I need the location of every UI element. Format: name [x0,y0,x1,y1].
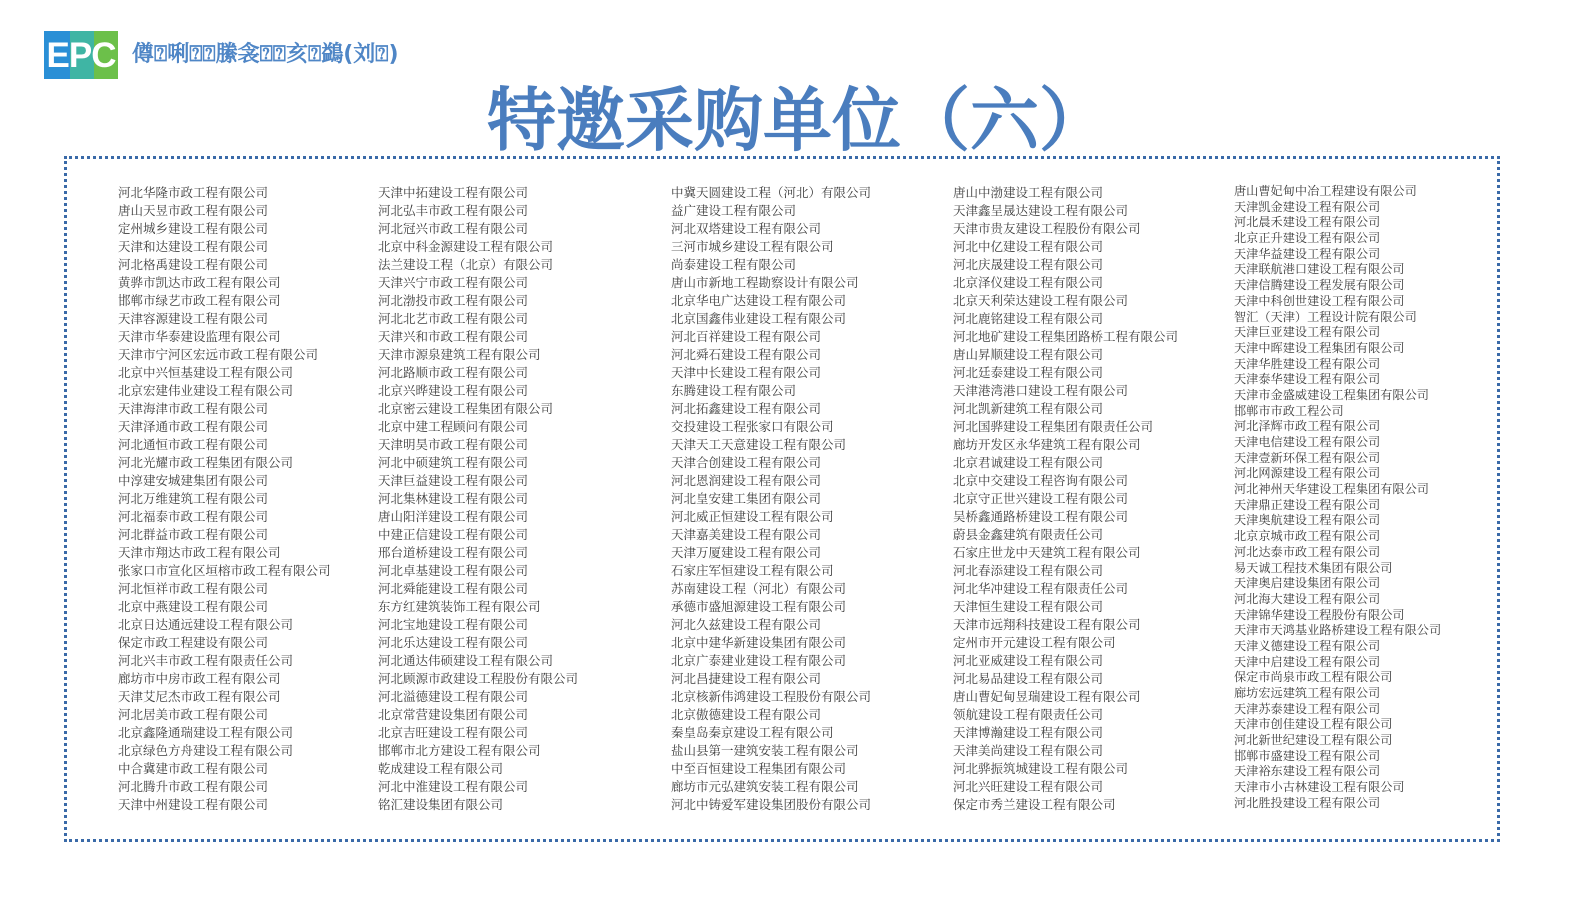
list-item: 定州市开元建设工程有限公司 [953,635,1116,650]
list-item: 北京中建工程顾问有限公司 [378,419,529,434]
list-item: 北京守正世兴建设工程有限公司 [953,491,1129,506]
list-item: 河北集林建设工程有限公司 [378,491,529,506]
list-item: 河北中硕建筑工程有限公司 [378,455,529,470]
list-item: 天津市翔达市政工程有限公司 [118,545,281,560]
list-item: 易天诚工程技术集团有限公司 [1234,560,1393,575]
list-item: 保定市尚泉市政工程有限公司 [1234,670,1393,685]
list-item: 中冀天圆建设工程（河北）有限公司 [671,185,872,200]
list-item: 铭汇建设集团有限公司 [378,797,504,812]
company-column-4 [953,184,1178,814]
list-item: 蔚县金鑫建筑有限责任公司 [953,527,1104,542]
list-item: 天津中长建设工程有限公司 [671,365,822,380]
list-item: 河北冠兴市政工程有限公司 [378,221,529,236]
list-item: 北京日达通远建设工程有限公司 [118,617,294,632]
list-item: 天津电信建设工程有限公司 [1234,435,1381,449]
list-item: 天津嘉美建设工程有限公司 [671,527,822,542]
list-item: 天津凯金建设工程有限公司 [1234,199,1381,214]
list-item: 邯郸市盛建设工程有限公司 [1234,748,1381,763]
list-item: 天津兴和市政工程有限公司 [378,329,529,344]
list-item: 河北国骅建设工程集团有限责任公司 [953,419,1154,434]
list-item: 唐山中渤建设工程有限公司 [953,185,1104,200]
list-item: 智汇（天津）工程设计院有限公司 [1234,309,1417,324]
list-item: 北京宏建伟业建设工程有限公司 [118,383,294,398]
list-item: 河北弘丰市政工程有限公司 [378,203,529,218]
list-item: 天津奥航建设工程有限公司 [1234,513,1381,528]
list-item: 河北居美市政工程有限公司 [118,707,269,722]
list-item: 河北鹿铭建设工程有限公司 [953,311,1104,326]
list-item: 廊坊开发区永华建筑工程有限公司 [953,437,1141,452]
company-column-2 [378,184,578,814]
list-item: 天津美尚建设工程有限公司 [953,743,1104,758]
list-item: 天津天工天意建设工程有限公司 [671,437,847,452]
logo-text: EPC [46,35,116,75]
list-item: 天津市小古林建设工程有限公司 [1234,780,1405,795]
list-item: 河北凯新建筑工程有限公司 [953,401,1104,416]
list-item: 河北廷泰建设工程有限公司 [953,365,1104,380]
list-item: 唐山市新地工程勘察设计有限公司 [671,275,859,290]
list-item: 北京鑫隆通瑞建设工程有限公司 [118,725,294,740]
list-item: 邢台道桥建设工程有限公司 [378,545,529,560]
list-item: 河北百祥建设工程有限公司 [671,329,822,344]
list-item: 北京正升建设工程有限公司 [1234,231,1381,246]
list-item: 河北威正恒建设工程有限公司 [671,509,834,524]
list-item: 天津兴宁市政工程有限公司 [378,275,529,290]
list-item: 河北中铸爱军建设集团股份有限公司 [671,797,872,812]
list-item: 北京泽仪建设工程有限公司 [953,275,1104,290]
list-item: 唐山曹妃甸昱瑞建设工程有限公司 [953,689,1141,704]
list-item: 唐山阳洋建设工程有限公司 [378,509,529,524]
list-item: 邯郸市绿艺市政工程有限公司 [118,293,281,308]
list-item: 天津泽通市政工程有限公司 [118,419,269,434]
list-item: 河北万维建筑工程有限公司 [118,491,269,506]
list-item: 北京广泰建业建设工程有限公司 [671,653,847,668]
list-item: 河北中亿建设工程有限公司 [953,239,1104,254]
list-item: 北京中燕建设工程有限公司 [118,599,269,614]
list-item: 河北春添建设工程有限公司 [953,563,1104,578]
list-item: 北京中兴恒基建设工程有限公司 [118,365,294,380]
list-item: 张家口市宣化区垣榕市政工程有限公司 [118,563,331,578]
company-column-3 [671,184,871,814]
list-item: 天津博瀚建设工程有限公司 [953,725,1104,740]
company-column-5 [1234,184,1441,812]
list-item: 河北福泰市政工程有限公司 [118,509,269,524]
list-item: 北京常营建设集团有限公司 [378,707,529,722]
list-item: 天津鑫呈晟达建设工程有限公司 [953,203,1129,218]
list-item: 保定市政工程建设有限公司 [118,635,269,650]
list-item: 河北顾源市政建设工程股份有限公司 [378,671,579,686]
list-item: 北京密云建设工程集团有限公司 [378,401,554,416]
list-item: 天津联航港口建设工程有限公司 [1234,262,1405,277]
list-item: 天津壹新环保工程有限公司 [1234,450,1381,465]
list-item: 河北溢德建设工程有限公司 [378,689,529,704]
list-item: 廊坊宏远建筑工程有限公司 [1234,686,1381,700]
list-item: 承德市盛旭源建设工程有限公司 [671,599,847,614]
list-item: 河北通达伟硕建设工程有限公司 [378,653,554,668]
list-item: 河北华隆市政工程有限公司 [118,185,269,200]
list-item: 天津中拓建设工程有限公司 [378,185,529,200]
list-item: 北京华电广达建设工程有限公司 [671,293,847,308]
list-item: 河北易品建设工程有限公司 [953,671,1104,686]
list-item: 天津泰华建设工程有限公司 [1234,372,1381,387]
list-item: 河北达泰市政工程有限公司 [1234,544,1381,559]
list-item: 天津锦华建设工程股份有限公司 [1234,607,1405,622]
list-item: 天津中州建设工程有限公司 [118,797,269,812]
list-item: 乾成建设工程有限公司 [378,761,504,776]
company-column-1 [118,184,331,814]
list-item: 河北网源建设工程有限公司 [1234,466,1381,481]
list-item: 盐山县第一建筑安装工程有限公司 [671,743,859,758]
list-item: 河北卓基建设工程有限公司 [378,563,529,578]
list-item: 保定市秀兰建设工程有限公司 [953,797,1116,812]
list-item: 天津中科创世建设工程有限公司 [1234,293,1405,308]
list-item: 河北晨禾建设工程有限公司 [1234,215,1381,230]
list-item: 河北光耀市政工程集团有限公司 [118,455,294,470]
list-item: 天津和达建设工程有限公司 [118,239,269,254]
list-item: 天津市华泰建设监理有限公司 [118,329,281,344]
list-item: 中合冀建市政工程有限公司 [118,761,269,776]
list-item: 天津奥启建设集团有限公司 [1234,576,1381,591]
list-item: 益广建设工程有限公司 [671,203,797,218]
list-item: 北京京城市政工程有限公司 [1234,529,1381,544]
list-item: 河北乐达建设工程有限公司 [378,635,529,650]
list-item: 黄骅市凯达市政工程有限公司 [118,275,281,290]
list-item: 河北恩润建设工程有限公司 [671,473,822,488]
list-item: 河北舜能建设工程有限公司 [378,581,529,596]
list-item: 北京吉旺建设工程有限公司 [378,725,529,740]
list-item: 中建正信建设工程有限公司 [378,527,529,542]
list-item: 北京核新伟鸿建设工程股份有限公司 [671,689,872,704]
list-item: 河北神州天华建设工程集团有限公司 [1234,482,1429,497]
list-item: 河北拓鑫建设工程有限公司 [671,401,822,416]
page-title: 特邀采购单位（六） [487,81,1108,161]
list-item: 天津海津市政工程有限公司 [118,401,269,416]
list-item: 河北格禹建设工程有限公司 [118,257,269,272]
list-item: 河北北艺市政工程有限公司 [378,311,529,326]
list-item: 天津华益建设工程有限公司 [1234,246,1381,261]
list-item: 天津义德建设工程有限公司 [1234,638,1381,653]
list-item: 北京中交建设工程咨询有限公司 [953,473,1129,488]
list-item: 石家庄军恒建设工程有限公司 [671,563,834,578]
list-item: 北京君诚建设工程有限公司 [953,455,1104,470]
list-item: 北京天利荣达建设工程有限公司 [953,293,1129,308]
list-item: 定州城乡建设工程有限公司 [118,221,269,236]
list-item: 天津港湾港口建设工程有限公司 [953,383,1129,398]
list-item: 天津市贵友建设工程股份有限公司 [953,221,1141,236]
list-item: 河北群益市政工程有限公司 [118,527,269,542]
list-item: 北京中建华新建设集团有限公司 [671,635,847,650]
list-item: 河北海大建设工程有限公司 [1234,591,1381,606]
list-item: 北京国鑫伟业建设工程有限公司 [671,311,847,326]
list-item: 天津市远翔科技建设工程有限公司 [953,617,1141,632]
list-item: 河北地矿建设工程集团路桥工程有限公司 [953,329,1179,344]
list-item: 天津万厦建设工程有限公司 [671,545,822,560]
list-item: 北京绿色方舟建设工程有限公司 [118,743,294,758]
list-item: 河北庆晟建设工程有限公司 [953,257,1104,272]
list-item: 天津市天鸿基业路桥建设工程有限公司 [1234,623,1442,638]
list-item: 天津明昊市政工程有限公司 [378,437,529,452]
list-item: 廊坊市中房市政工程有限公司 [118,671,281,686]
list-item: 河北恒祥市政工程有限公司 [118,581,269,596]
list-item: 北京中科金源建设工程有限公司 [378,239,554,254]
list-item: 河北华冲建设工程有限责任公司 [953,581,1129,596]
list-item: 吴桥鑫通路桥建设工程有限公司 [953,509,1129,524]
list-item: 河北泽辉市政工程有限公司 [1234,419,1381,434]
list-item: 河北路顺市政工程有限公司 [378,365,529,380]
epc-logo [44,31,118,79]
list-item: 天津裕东建设工程有限公司 [1234,764,1381,779]
list-item: 河北兴旺建设工程有限公司 [953,779,1104,794]
list-item: 尚泰建设工程有限公司 [671,257,797,272]
list-item: 河北兴丰市政工程有限责任公司 [118,653,294,668]
list-item: 石家庄世龙中天建筑工程有限公司 [953,545,1141,560]
list-item: 天津市创佳建设工程有限公司 [1234,717,1393,732]
list-item: 三河市城乡建设工程有限公司 [671,239,834,254]
list-item: 北京傲德建设工程有限公司 [671,707,822,722]
list-item: 天津容源建设工程有限公司 [118,311,269,326]
list-item: 天津华胜建设工程有限公司 [1234,356,1381,371]
header-subtitle: 僔⍰唎⍰⍰縢衾⍰⍰亥⍰鷁(刘⍰) [132,42,399,67]
list-item: 河北宝地建设工程有限公司 [378,617,529,632]
list-item: 河北渤投市政工程有限公司 [378,293,529,308]
list-item: 天津中晖建设工程集团有限公司 [1234,340,1405,355]
list-item: 天津艾尼杰市政工程有限公司 [118,689,281,704]
list-item: 天津中启建设工程有限公司 [1234,654,1381,669]
list-item: 秦皇岛秦京建设工程有限公司 [671,725,834,740]
list-item: 交投建设工程张家口有限公司 [671,419,834,434]
list-item: 河北亚威建设工程有限公司 [953,653,1104,668]
list-item: 天津恒生建设工程有限公司 [953,599,1104,614]
list-item: 天津合创建设工程有限公司 [671,455,822,470]
list-item: 河北腾升市政工程有限公司 [118,779,269,794]
list-item: 河北骅振筑城建设工程有限公司 [953,761,1129,776]
list-item: 唐山曹妃甸中冶工程建设有限公司 [1234,184,1417,198]
list-item: 河北双塔建设工程有限公司 [671,221,822,236]
list-item: 天津鼎正建设工程有限公司 [1234,497,1381,512]
list-item: 河北通恒市政工程有限公司 [118,437,269,452]
list-item: 天津市金盛威建设工程集团有限公司 [1234,387,1429,402]
list-item: 天津市宁河区宏远市政工程有限公司 [118,347,319,362]
list-item: 河北胜投建设工程有限公司 [1234,795,1381,810]
list-item: 河北皇安建工集团有限公司 [671,491,822,506]
list-item: 天津巨益建设工程有限公司 [378,473,529,488]
list-item: 中至百恒建设工程集团有限公司 [671,761,847,776]
list-item: 河北昌捷建设工程有限公司 [671,671,822,686]
list-item: 苏南建设工程（河北）有限公司 [671,581,847,596]
list-item: 法兰建设工程（北京）有限公司 [378,257,554,272]
list-item: 廊坊市元弘建筑安装工程有限公司 [671,779,859,794]
list-item: 河北舜石建设工程有限公司 [671,347,822,362]
list-item: 河北中淮建设工程有限公司 [378,779,529,794]
list-item: 唐山昇顺建设工程有限公司 [953,347,1104,362]
list-item: 邯郸市北方建设工程有限公司 [378,743,541,758]
list-item: 唐山天昱市政工程有限公司 [118,203,269,218]
list-item: 北京兴晔建设工程有限公司 [378,383,529,398]
list-item: 河北新世纪建设工程有限公司 [1234,733,1393,748]
list-item: 天津巨亚建设工程有限公司 [1234,325,1381,340]
list-item: 邯郸市市政工程公司 [1234,403,1344,418]
list-item: 东腾建设工程有限公司 [671,383,797,398]
list-item: 东方红建筑装饰工程有限公司 [378,599,541,614]
list-item: 河北久兹建设工程有限公司 [671,617,822,632]
list-item: 中淳建安城建集团有限公司 [118,473,269,488]
list-item: 天津市源泉建筑工程有限公司 [378,347,541,362]
list-item: 天津苏泰建设工程有限公司 [1234,701,1381,716]
list-item: 领航建设工程有限责任公司 [953,707,1104,722]
list-item: 天津信腾建设工程发展有限公司 [1234,278,1405,293]
